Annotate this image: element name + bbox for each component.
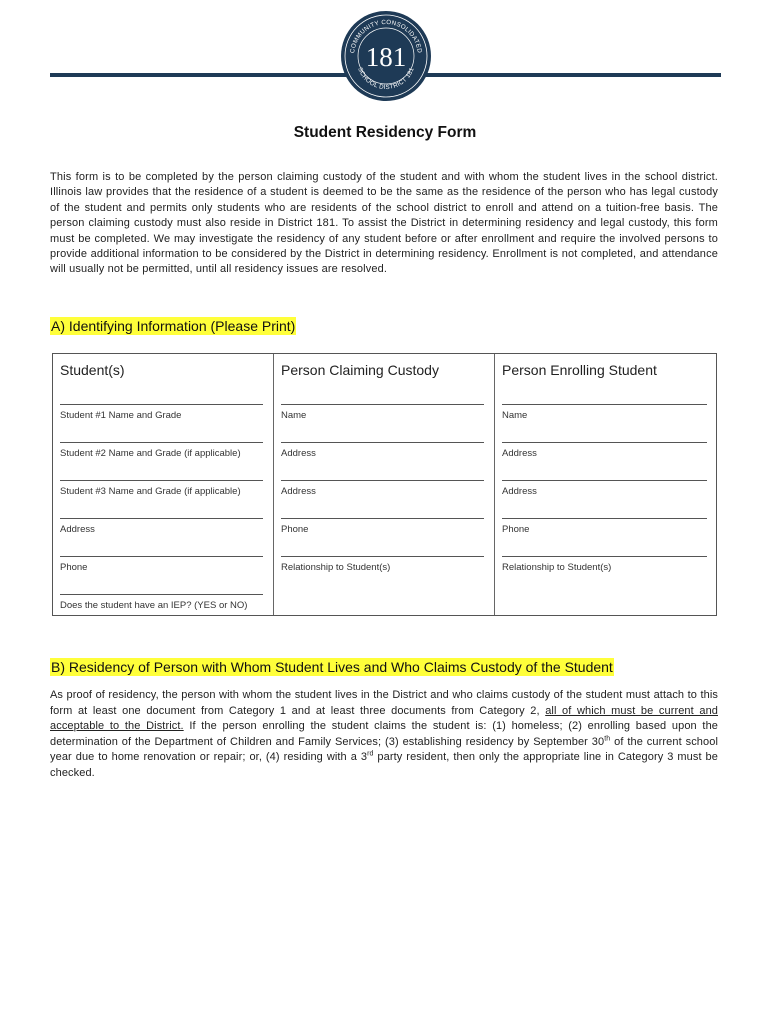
custody-address-field[interactable]: Address xyxy=(281,442,484,459)
section-a-heading: A) Identifying Information (Please Print) xyxy=(51,318,296,334)
intro-text: This form is to be completed by the person claiming custody of the student and with whom the student lives in the school district. Illinois law provides that the residence of a student is deemed to be the same as the residence of the person who has legal custody of the student and permits only students who are residents of the school district to enroll and attend on a tuition-free basis. The person claiming custody must also reside in District 181. To assist the District in determining residency and legal custody, this form must be completed. We may investigate the residency of any student before or after enrollment and require the involved persons to provide additional information to be considered by the District in determining residency. Enrollment is not completed, and attendance will usually not be permitted, until all residency issues are resolved. xyxy=(50,171,718,276)
student-address-field[interactable]: Address xyxy=(60,518,263,535)
section-b-text-1: As proof of residency, the person with whom the student lives in the District and who claims custody of the student must attach to this form at least one document from Category 1 and at least three documents from Category 2, xyxy=(50,689,718,717)
enrolling-name-field[interactable]: Name xyxy=(502,404,707,421)
logo-ring-top: COMMUNITY CONSOLIDATED xyxy=(349,18,423,54)
student-2-field[interactable]: Student #2 Name and Grade (if applicable) xyxy=(60,442,263,459)
custody-column xyxy=(274,354,495,615)
students-column xyxy=(53,354,274,615)
enrolling-relationship-field[interactable]: Relationship to Student(s) xyxy=(502,556,707,573)
student-3-field[interactable]: Student #3 Name and Grade (if applicable) xyxy=(60,480,263,497)
section-b-text-4: party resident, then only the appropriate line in Category 3 must be checked. xyxy=(50,751,718,779)
enrolling-header: Person Enrolling Student xyxy=(502,362,657,378)
section-b-heading: B) Residency of Person with Whom Student Lives and Who Claims Custody of the Student xyxy=(51,659,613,675)
page-title: Student Residency Form xyxy=(293,124,477,141)
section-b-underlined: all of which must be current and acceptable to the District. xyxy=(50,704,718,733)
section-b-paragraph xyxy=(50,688,718,782)
enrolling-phone-field[interactable]: Phone xyxy=(502,518,707,535)
custody-header: Person Claiming Custody xyxy=(281,362,439,378)
custody-address-2-field[interactable]: Address xyxy=(281,480,484,497)
custody-name-field[interactable]: Name xyxy=(281,404,484,421)
enrolling-address-2-field[interactable]: Address xyxy=(502,480,707,497)
student-1-field[interactable]: Student #1 Name and Grade xyxy=(60,404,263,421)
intro-paragraph xyxy=(50,170,718,278)
custody-relationship-field[interactable]: Relationship to Student(s) xyxy=(281,556,484,573)
district-logo xyxy=(340,10,432,102)
identifying-info-table xyxy=(52,353,717,616)
superscript-rd: rd xyxy=(367,750,374,758)
custody-phone-field[interactable]: Phone xyxy=(281,518,484,535)
enrolling-column xyxy=(495,354,716,615)
section-b-text-2: If the person enrolling the student claims the student is: (1) homeless; (2) enrolling based upon the determination of the Department of Children and Family Services; (3) establishing residency by September 30 xyxy=(50,720,719,748)
logo-number: 181 xyxy=(365,42,407,72)
superscript-th: th xyxy=(604,735,611,743)
logo-ring-bottom: SCHOOL DISTRICT 181 xyxy=(356,66,416,92)
student-phone-field[interactable]: Phone xyxy=(60,556,263,573)
section-b-text-3: of the current school year due to home renovation or repair; or, (4) residing with a 3 xyxy=(50,735,718,764)
students-header: Student(s) xyxy=(60,362,125,378)
enrolling-address-field[interactable]: Address xyxy=(502,442,707,459)
student-iep-field[interactable]: Does the student have an IEP? (YES or NO) xyxy=(60,594,263,611)
